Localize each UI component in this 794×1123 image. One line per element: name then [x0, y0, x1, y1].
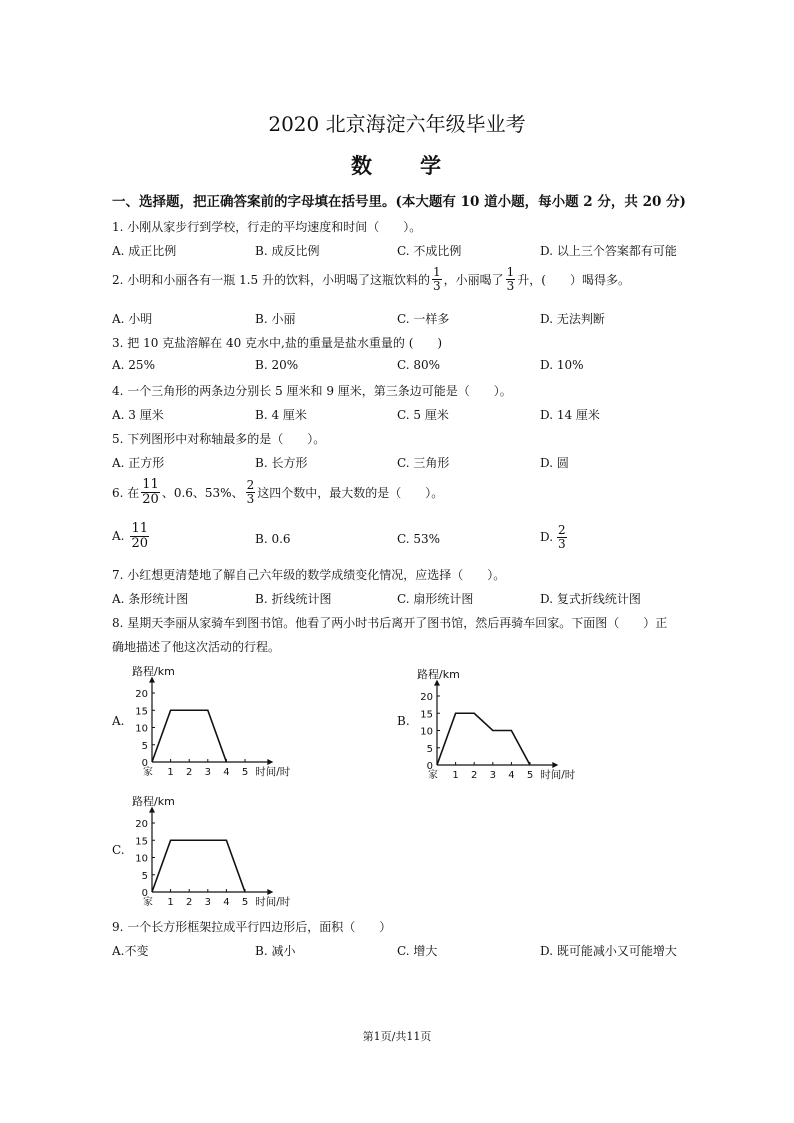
q5-option-c[interactable]: C. 三角形: [397, 456, 450, 470]
question-3: 3. 把 10 克盐溶解在 40 克水中,盐的重量是盐水重量的 ( ): [112, 336, 443, 350]
q6-option-d[interactable]: D. $\frac{2}{3}$: [540, 523, 566, 551]
x-tick-label: 2: [186, 767, 193, 778]
x-tick-label: 3: [489, 770, 496, 781]
y-tick-label: 0: [141, 888, 148, 899]
y-tick-label: 5: [141, 740, 148, 752]
x-tick-label: 家: [143, 767, 153, 778]
x-tick-label: 2: [471, 770, 478, 781]
fraction: $\frac{11}{20}$: [142, 477, 159, 507]
y-tick-label: 10: [420, 726, 433, 738]
graph-b-label[interactable]: B.: [397, 714, 410, 728]
y-tick-label: 20: [135, 819, 148, 830]
graph-a-label[interactable]: A.: [112, 714, 125, 728]
q2-text-mid: ，小丽喝了: [443, 272, 504, 287]
x-tick-label: 5: [241, 767, 249, 778]
q7-option-d[interactable]: D. 复式折线统计图: [540, 592, 641, 606]
x-axis-label: 时间/时: [255, 896, 291, 908]
q6-option-a[interactable]: A. $\frac{11}{20}$: [112, 521, 149, 551]
x-tick-label: 4: [223, 897, 230, 908]
y-tick-label: 0: [141, 758, 148, 769]
q4-option-a[interactable]: A. 3 厘米: [112, 408, 164, 422]
line-chart-b: [405, 663, 585, 783]
q6-text-mid: 、0.6、53%、: [161, 485, 244, 500]
question-2: [112, 266, 630, 292]
page-title: 2020 北京海淀六年级毕业考: [268, 112, 526, 136]
q2-option-d[interactable]: D. 无法判断: [540, 312, 605, 326]
q3-option-a[interactable]: A. 25%: [112, 358, 155, 372]
fraction: $\frac{1}{3}$: [506, 265, 515, 293]
x-axis-arrow: [267, 759, 273, 765]
q1-option-c[interactable]: C. 不成比例: [397, 244, 462, 258]
series-line: [437, 713, 530, 765]
question-4: 4. 一个三角形的两条边分别长 5 厘米和 9 厘米，第三条边可能是（ ）。: [112, 384, 512, 398]
q2-option-b[interactable]: B. 小丽: [255, 312, 296, 326]
y-tick-label: 10: [135, 853, 148, 865]
line-chart-c: [120, 790, 300, 910]
y-tick-label: 5: [426, 743, 433, 755]
y-tick-label: 15: [420, 709, 433, 721]
fraction: $\frac{1}{3}$: [432, 265, 441, 293]
fraction: $\frac{2}{3}$: [246, 478, 255, 506]
y-axis-label: 路程/km: [132, 665, 175, 678]
x-tick-label: 5: [526, 770, 534, 781]
question-7: 7. 小红想更清楚地了解自己六年级的数学成绩变化情况，应选择（ ）。: [112, 568, 506, 582]
q6-text-post: 这四个数中，最大数的是（ ）。: [257, 485, 444, 500]
q6-option-b[interactable]: B. 0.6: [255, 532, 291, 546]
q3-option-d[interactable]: D. 10%: [540, 358, 584, 372]
q4-option-c[interactable]: C. 5 厘米: [397, 408, 449, 422]
x-tick-label: 1: [452, 770, 459, 781]
q6-option-c[interactable]: C. 53%: [397, 532, 441, 546]
y-tick-label: 5: [141, 870, 148, 882]
page-footer: 第1页/共11页: [362, 1030, 432, 1043]
q5-option-b[interactable]: B. 长方形: [255, 456, 308, 470]
q3-option-b[interactable]: B. 20%: [255, 358, 299, 372]
x-tick-label: 2: [186, 897, 193, 908]
question-1: 1. 小刚从家步行到学校，行走的平均速度和时间（ ）。: [112, 220, 422, 234]
q6-text-pre: 6. 在: [112, 485, 140, 500]
q4-option-b[interactable]: B. 4 厘米: [255, 408, 307, 422]
x-axis-arrow: [552, 762, 558, 768]
section-heading: 一、选择题，把正确答案前的字母填在括号里。(本大题有 10 道小题，每小题 2 分，共 20 分): [112, 194, 686, 210]
y-axis-label: 路程/km: [132, 795, 175, 808]
q5-option-d[interactable]: D. 圆: [540, 456, 569, 470]
q9-option-a[interactable]: A.不变: [112, 944, 149, 958]
y-tick-label: 20: [135, 689, 148, 700]
series-line: [152, 710, 226, 762]
fraction: $\frac{11}{20}$: [131, 521, 149, 551]
q2-option-c[interactable]: C. 一样多: [397, 312, 450, 326]
fraction: $\frac{2}{3}$: [558, 523, 566, 551]
y-tick-label: 15: [135, 706, 148, 718]
q9-option-c[interactable]: C. 增大: [397, 944, 438, 958]
q2-text-post: 升，( ）喝得多。: [517, 272, 630, 287]
x-axis-label: 时间/时: [255, 766, 291, 778]
q4-option-d[interactable]: D. 14 厘米: [540, 408, 600, 422]
graph-c-label[interactable]: C.: [112, 843, 125, 857]
q7-option-a[interactable]: A. 条形统计图: [112, 592, 189, 606]
question-9: 9. 一个长方形框架拉成平行四边形后，面积（ ）: [112, 920, 392, 934]
x-tick-label: 3: [204, 897, 211, 908]
q7-option-b[interactable]: B. 折线统计图: [255, 592, 332, 606]
q9-option-b[interactable]: B. 减小: [255, 944, 296, 958]
x-tick-label: 5: [241, 897, 249, 908]
q1-option-b[interactable]: B. 成反比例: [255, 244, 320, 258]
x-tick-label: 1: [167, 767, 174, 778]
x-axis-label: 时间/时: [540, 769, 576, 781]
q3-option-c[interactable]: C. 80%: [397, 358, 441, 372]
q2-option-a[interactable]: A. 小明: [112, 312, 153, 326]
q9-option-d[interactable]: D. 既可能减小又可能增大: [540, 944, 677, 958]
y-tick-label: 15: [135, 836, 148, 848]
y-tick-label: 10: [135, 723, 148, 735]
subject-title: 数 学: [351, 153, 443, 178]
q2-text-pre: 2. 小明和小丽各有一瓶 1.5 升的饮料，小明喝了这瓶饮料的: [112, 272, 430, 287]
q1-option-a[interactable]: A. 成正比例: [112, 244, 177, 258]
y-tick-label: 20: [420, 692, 433, 703]
x-tick-label: 4: [508, 770, 515, 781]
line-chart-a: [120, 660, 300, 780]
question-5: 5. 下列图形中对称轴最多的是（ ）。: [112, 432, 326, 446]
question-6: [112, 478, 443, 506]
y-tick-label: 0: [426, 761, 433, 772]
x-tick-label: 4: [223, 767, 230, 778]
q5-option-a[interactable]: A. 正方形: [112, 456, 165, 470]
y-axis-label: 路程/km: [417, 668, 460, 681]
x-tick-label: 家: [143, 897, 153, 908]
question-8-line-2: 确地描述了他这次活动的行程。: [112, 640, 281, 654]
x-tick-label: 3: [204, 767, 211, 778]
question-8-line-1: 8. 星期天李丽从家骑车到图书馆。他看了两小时书后离开了图书馆，然后再骑车回家。下面图（ ）正: [112, 616, 668, 630]
q7-option-c[interactable]: C. 扇形统计图: [397, 592, 474, 606]
series-line: [152, 840, 245, 892]
x-tick-label: 1: [167, 897, 174, 908]
x-axis-arrow: [267, 889, 273, 895]
q1-option-d[interactable]: D. 以上三个答案都有可能: [540, 244, 677, 258]
x-tick-label: 家: [428, 770, 438, 781]
